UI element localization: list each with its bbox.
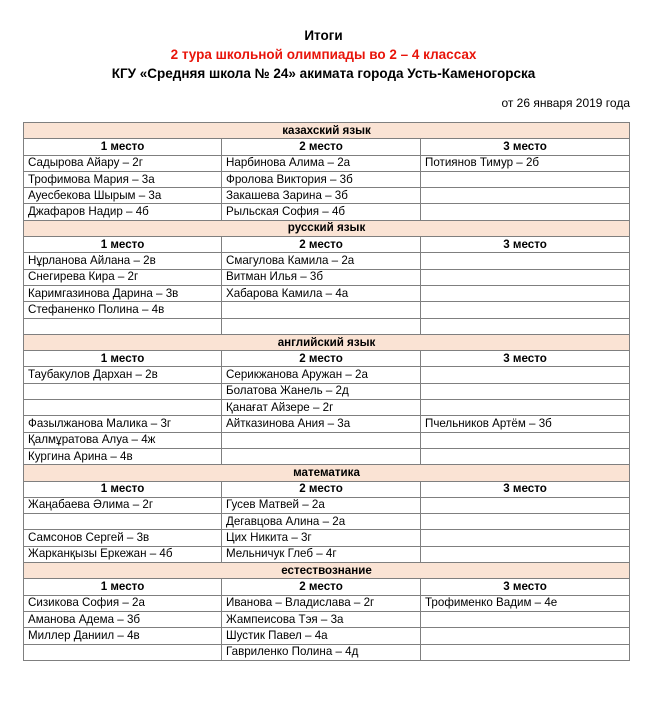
second-place-winner: Шустик Павел – 4а [222, 628, 421, 644]
second-place-winner: Болатова Жанель – 2д [222, 383, 421, 399]
first-place-winner: Миллер Даниил – 4в [24, 628, 222, 644]
third-place-winner [421, 432, 630, 448]
third-place-winner: Трофименко Вадим – 4е [421, 595, 630, 611]
subject-name: русский язык [24, 220, 630, 236]
table-row [24, 416, 630, 432]
subject-row [24, 465, 630, 481]
third-place-header: 3 место [421, 481, 630, 497]
first-place-header: 1 место [24, 351, 222, 367]
table-row [24, 611, 630, 627]
third-place-winner: Пчельников Артём – 3б [421, 416, 630, 432]
first-place-winner: Жаңабаева Әлима – 2г [24, 497, 222, 513]
third-place-winner [421, 530, 630, 546]
table-row [24, 253, 630, 269]
second-place-winner: Рыльская София – 4б [222, 204, 421, 220]
document-title: Итоги [304, 28, 343, 43]
table-row [24, 530, 630, 546]
third-place-winner [421, 497, 630, 513]
table-row [24, 644, 630, 660]
table-row [24, 302, 630, 318]
third-place-winner [421, 383, 630, 399]
second-place-header: 2 место [222, 139, 421, 155]
table-row [24, 514, 630, 530]
first-place-winner [24, 514, 222, 530]
first-place-header: 1 место [24, 139, 222, 155]
second-place-winner: Серикжанова Аружан – 2а [222, 367, 421, 383]
third-place-winner [421, 514, 630, 530]
second-place-winner: Иванова – Владислава – 2г [222, 595, 421, 611]
table-row [24, 204, 630, 220]
third-place-winner [421, 269, 630, 285]
first-place-winner [24, 318, 222, 334]
second-place-winner [222, 318, 421, 334]
second-place-winner: Гусев Матвей – 2а [222, 497, 421, 513]
table-row [24, 188, 630, 204]
first-place-winner: Таубакулов Дархан – 2в [24, 367, 222, 383]
table-row [24, 546, 630, 562]
first-place-header: 1 место [24, 579, 222, 595]
third-place-winner [421, 253, 630, 269]
second-place-winner [222, 432, 421, 448]
third-place-winner [421, 302, 630, 318]
table-row [24, 155, 630, 171]
subject-name: математика [24, 465, 630, 481]
table-row [24, 318, 630, 334]
document-date: от 26 января 2019 года [501, 96, 630, 110]
second-place-winner: Гавриленко Полина – 4д [222, 644, 421, 660]
second-place-header: 2 место [222, 351, 421, 367]
third-place-winner [421, 367, 630, 383]
first-place-winner [24, 644, 222, 660]
results-table [23, 122, 630, 661]
second-place-winner: Мельничук Глеб – 4г [222, 546, 421, 562]
third-place-header: 3 место [421, 351, 630, 367]
third-place-header: 3 место [421, 579, 630, 595]
first-place-winner [24, 400, 222, 416]
first-place-winner: Снегирева Кира – 2г [24, 269, 222, 285]
third-place-winner [421, 171, 630, 187]
third-place-winner [421, 644, 630, 660]
first-place-winner: Каримгазинова Дарина – 3в [24, 285, 222, 301]
third-place-winner [421, 285, 630, 301]
third-place-winner [421, 188, 630, 204]
table-row [24, 400, 630, 416]
third-place-winner [421, 546, 630, 562]
first-place-winner: Жарканқызы Еркежан – 4б [24, 546, 222, 562]
second-place-header: 2 место [222, 481, 421, 497]
place-header-row [24, 579, 630, 595]
table-row [24, 367, 630, 383]
third-place-header: 3 место [421, 139, 630, 155]
second-place-winner: Жампеисова Тэя – 3а [222, 611, 421, 627]
first-place-winner [24, 383, 222, 399]
place-header-row [24, 351, 630, 367]
table-row [24, 285, 630, 301]
organization-name: КГУ «Средняя школа № 24» акимата города Усть-Каменогорска [111, 66, 536, 81]
third-place-winner [421, 318, 630, 334]
first-place-winner: Фазылжанова Малика – 3г [24, 416, 222, 432]
first-place-winner: Садырова Айару – 2г [24, 155, 222, 171]
third-place-winner [421, 204, 630, 220]
table-row [24, 432, 630, 448]
subject-name: английский язык [24, 334, 630, 350]
second-place-winner: Смагулова Камила – 2а [222, 253, 421, 269]
first-place-winner: Джафаров Надир – 4б [24, 204, 222, 220]
second-place-winner: Айтказинова Ания – 3а [222, 416, 421, 432]
second-place-winner [222, 448, 421, 464]
first-place-winner: Нұрланова Айлана – 2в [24, 253, 222, 269]
place-header-row [24, 237, 630, 253]
third-place-winner [421, 448, 630, 464]
place-header-row [24, 481, 630, 497]
subject-row [24, 563, 630, 579]
subject-name: казахский язык [24, 123, 630, 139]
first-place-winner: Аманова Адема – 3б [24, 611, 222, 627]
second-place-winner: Фролова Виктория – 3б [222, 171, 421, 187]
second-place-winner: Нарбинова Алима – 2а [222, 155, 421, 171]
table-row [24, 448, 630, 464]
first-place-winner: Ауесбекова Шырым – 3а [24, 188, 222, 204]
table-row [24, 383, 630, 399]
first-place-winner: Сизикова София – 2а [24, 595, 222, 611]
second-place-winner: Витман Илья – 3б [222, 269, 421, 285]
table-row [24, 628, 630, 644]
second-place-header: 2 место [222, 237, 421, 253]
third-place-winner [421, 400, 630, 416]
table-row [24, 497, 630, 513]
second-place-winner: Закашева Зарина – 3б [222, 188, 421, 204]
second-place-winner: Дегавцова Алина – 2а [222, 514, 421, 530]
third-place-winner [421, 611, 630, 627]
third-place-winner [421, 628, 630, 644]
third-place-winner: Потиянов Тимур – 2б [421, 155, 630, 171]
first-place-winner: Қалмұратова Алуа – 4ж [24, 432, 222, 448]
first-place-header: 1 место [24, 237, 222, 253]
subject-row [24, 220, 630, 236]
first-place-winner: Трофимова Мария – 3а [24, 171, 222, 187]
first-place-winner: Самсонов Сергей – 3в [24, 530, 222, 546]
second-place-winner: Қанағат Айзере – 2г [222, 400, 421, 416]
subject-name: естествознание [24, 563, 630, 579]
first-place-header: 1 место [24, 481, 222, 497]
table-row [24, 171, 630, 187]
place-header-row [24, 139, 630, 155]
second-place-winner: Хабарова Камила – 4а [222, 285, 421, 301]
table-row [24, 269, 630, 285]
first-place-winner: Стефаненко Полина – 4в [24, 302, 222, 318]
subject-row [24, 334, 630, 350]
third-place-header: 3 место [421, 237, 630, 253]
second-place-winner: Цих Никита – 3г [222, 530, 421, 546]
first-place-winner: Кургина Арина – 4в [24, 448, 222, 464]
subject-row [24, 123, 630, 139]
document-subtitle: 2 тура школьной олимпиады во 2 – 4 классах [170, 47, 477, 62]
second-place-winner [222, 302, 421, 318]
table-row [24, 595, 630, 611]
second-place-header: 2 место [222, 579, 421, 595]
